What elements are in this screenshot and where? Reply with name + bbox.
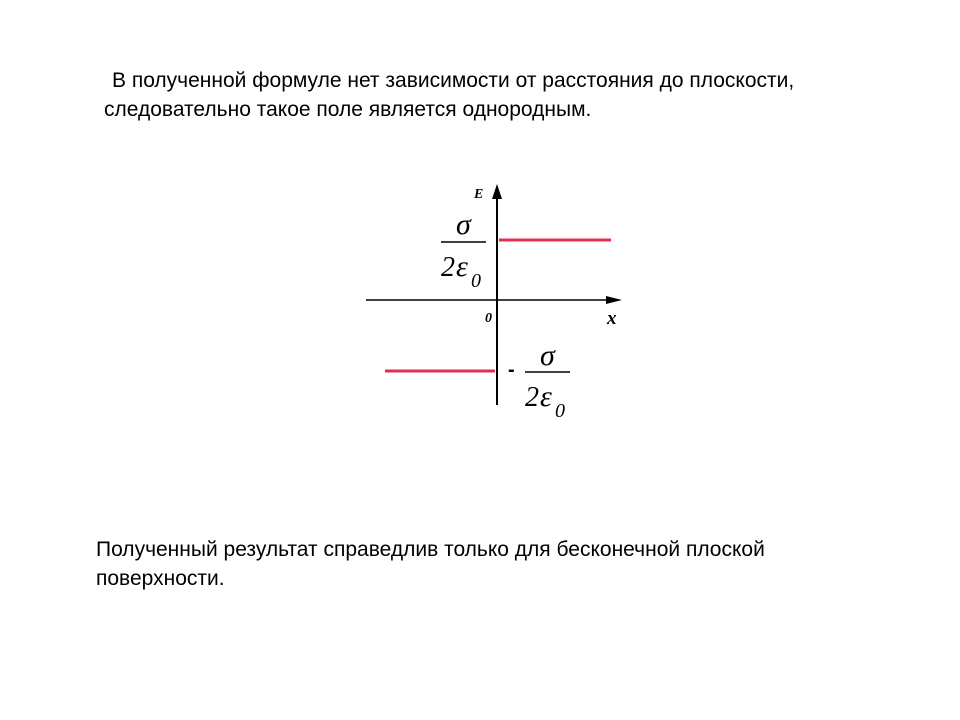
upper-denominator-coef: 2 <box>441 252 455 283</box>
lower-epsilon-subscript: 0 <box>555 400 565 422</box>
bottom-paragraph-line-2: поверхности. <box>96 567 225 590</box>
lower-sigma: σ <box>540 339 555 372</box>
lower-denominator-coef: 2 <box>525 382 539 413</box>
lower-epsilon: ε <box>540 380 552 413</box>
bottom-paragraph <box>96 535 765 593</box>
lower-minus-sign: - <box>508 359 515 381</box>
e-axis-label: E <box>474 187 484 202</box>
origin-label: 0 <box>485 311 492 326</box>
x-axis-arrowhead <box>606 296 622 304</box>
e-axis-arrowhead <box>492 184 502 199</box>
top-paragraph-line-2: следовательно такое поле является однородным. <box>104 98 592 121</box>
top-paragraph-line-1: В полученной формуле нет зависимости от расстояния до плоскости, <box>112 69 795 92</box>
upper-sigma: σ <box>456 208 471 241</box>
upper-epsilon-subscript: 0 <box>471 270 481 292</box>
bottom-paragraph-line-1: Полученный результат справедлив только для бесконечной плоской <box>96 538 765 561</box>
x-axis-label: x <box>607 308 617 329</box>
upper-epsilon: ε <box>456 250 468 283</box>
